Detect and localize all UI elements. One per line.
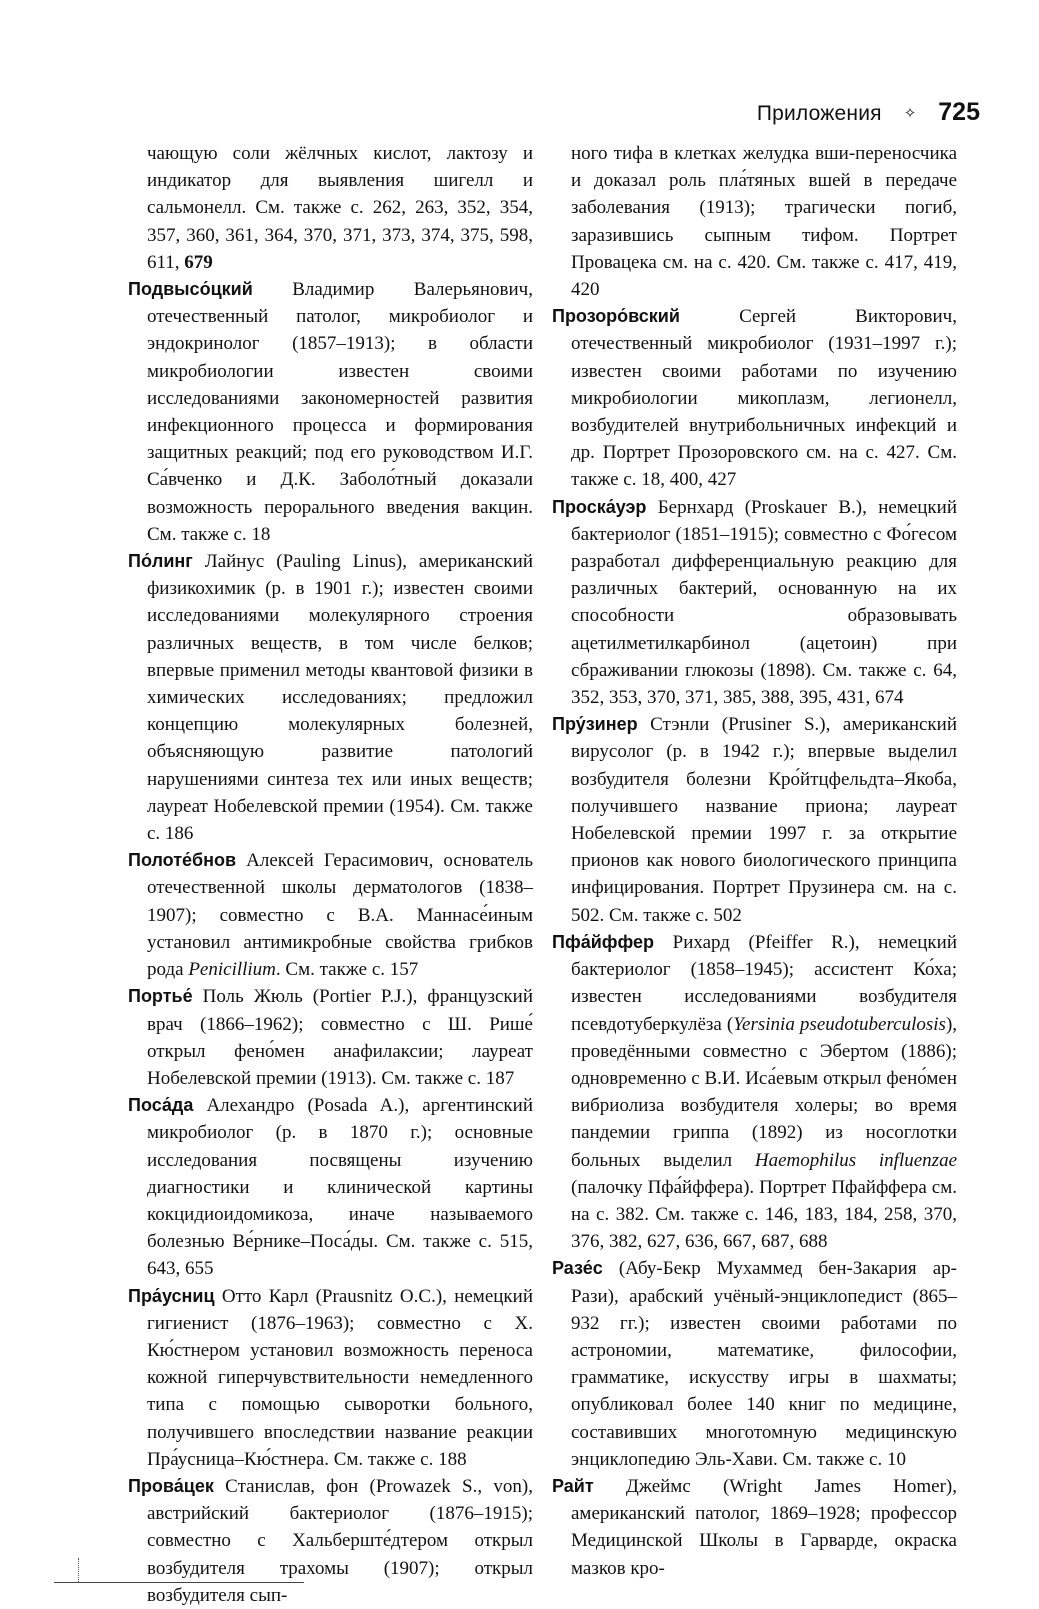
page-number: 725 <box>938 98 980 126</box>
entry-headword: Портье́ <box>128 986 193 1007</box>
entry-prozorovsky <box>552 303 957 493</box>
entry-headword: По́линг <box>128 551 193 572</box>
entry-headword: Проска́уэр <box>552 496 647 517</box>
entry-prusiner <box>552 711 957 929</box>
footer-rule <box>54 1582 304 1583</box>
ornament-icon: ✧ <box>903 106 917 122</box>
entry-text-mid: ), проведёнными совместно с Эбертом (1886); одновременно с В.И. Иса́евым открыл фено́мен вибриолиза возбудителя холеры; во время пандемии гриппа (1892) из носоглотки больных выделил <box>571 1013 958 1171</box>
entry-pfeiffer <box>552 929 957 1255</box>
entry-text: Джеймс (Wright James Homer), американский патолог, 1869–1928; профессор Медицинской Школы в Гарварде, окраска мазков кро- <box>571 1475 957 1579</box>
entry-text: ного тифа в клетках желудка вши-переносчика и доказал роль пла́тяных вшей в передаче заболевания (1913); трагически погиб, заразившись сыпным тифом. Портрет Провацека см. на с. 420. См. также с. 417, 419, 420 <box>571 143 957 301</box>
entry-headword: Райт <box>552 1475 594 1496</box>
entry-headword: Полоте́бнов <box>128 850 237 871</box>
species-name: Yersinia pseudotuberculosis <box>733 1013 946 1035</box>
entry-continuation <box>552 140 957 303</box>
species-name: Haemophilus influenzae <box>754 1149 957 1171</box>
entry-text: Владимир Валерьянович, отечественный патолог, микробиолог и эндокринолог (1857–1913); в области микробиологии известен своими исследованиями закономерностей развития инфекционного процесса и формирования защитных реакций; под его руководством И.Г. Са́вченко и Д.К. Заболо́тный доказали возможность перорального введения вакцин. См. также с. 18 <box>147 279 533 545</box>
entry-headword: Пра́усниц <box>128 1285 215 1306</box>
running-header <box>560 98 980 127</box>
entry-prowazek <box>128 1473 533 1609</box>
entry-text: Рихард (Pfeiffer R.), немецкий бактериолог (1858–1945); ассистент Ко́ха; известен исследованиями возбудителя псевдотуберкулёза ( <box>571 931 957 1035</box>
bold-page-ref: 679 <box>184 251 213 273</box>
species-name: Penicillium <box>188 959 276 981</box>
section-title: Приложения <box>756 102 882 125</box>
entry-headword: Разе́с <box>552 1258 603 1279</box>
entry-podvysotsky <box>128 276 533 548</box>
entry-text: Алексей Герасимович, основатель отечественной школы дерматологов (1838–1907); совместно с В.А. Маннасе́иным установил антимикробные свойства грибков рода <box>147 850 533 981</box>
entry-text: Лайнус (Pauling Linus), американский физикохимик (р. в 1901 г.); известен своими исследованиями молекулярного строения различных веществ, в том числе белков; впервые применил методы квантовой физики в химических исследованиях; предложил концепцию молекулярных болезней, объясняющую развитие патологий нарушениями синтеза тех или иных веществ; лауреат Нобелевской премии (1954). См. также с. 186 <box>147 551 533 845</box>
entry-text: (Абу-Бекр Мухаммед бен-Закария ар-Рази), арабский учёный-энциклопедист (865–932 гг.); известен своими работами по астрономии, математике, философии, грамматике, искусству игры в шахматы; опубликовал более 140 книг по медицине, составивших многотомную медицинскую энциклопедию Эль-Хави. См. также с. 10 <box>571 1258 957 1470</box>
entry-text: Поль Жюль (Portier P.J.), французский врач (1866–1962); совместно с Ш. Рише́ открыл фено́мен анафилаксии; лауреат Нобелевской премии (1913). См. также с. 187 <box>147 986 533 1089</box>
left-column <box>128 140 533 1609</box>
entry-text-end: (палочку Пфа́йффера). Портрет Пфайффера см. на с. 382. См. также с. 146, 183, 184, 258, 370, 376, 382, 627, 636, 667, 687, 688 <box>571 1176 957 1253</box>
entry-razes <box>552 1255 957 1473</box>
entry-text-end: . См. также с. 157 <box>275 959 419 981</box>
entry-headword: Пфа́йффер <box>552 931 655 952</box>
entry-text: Алехандро (Posada A.), аргентинский микробиолог (р. в 1870 г.); основные исследования посвящены изучению диагностики и клинической картины кокцидиоидомикоза, иначе называемого болезнью Ве́рнике–Поса́ды. См. также с. 515, 643, 655 <box>147 1095 533 1280</box>
entry-text: Стэнли (Prusiner S.), американский вирусолог (р. в 1942 г.); впервые выделил возбудителя болезни Кро́йтцфельдта–Якоба, получившего название приона; лауреат Нобелевской премии 1997 г. за открытие прионов как нового биологического принципа инфицирования. Портрет Прузинера см. на с. 502. См. также с. 502 <box>571 714 957 926</box>
entry-proskauer <box>552 494 957 712</box>
entry-pauling <box>128 548 533 847</box>
entry-text: чающую соли жёлчных кислот, лактозу и индикатор для выявления шигелл и сальмонелл. См. также с. 262, 263, 352, 354, 357, 360, 361, 364, 370, 371, 373, 374, 375, 598, 611, <box>147 143 533 273</box>
entry-headword: Подвысо́цкий <box>128 279 253 300</box>
entry-portier <box>128 983 533 1092</box>
entry-wright <box>552 1473 957 1582</box>
entry-text: Бернхард (Proskauer B.), немецкий бактериолог (1851–1915); совместно с Фо́гесом разработал дифференциальную реакцию для различных бактерий, основанную на их способности образовывать ацетилметилкарбинол (ацетоин) при сбраживании глюкозы (1898). См. также с. 64, 352, 353, 370, 371, 385, 388, 395, 431, 674 <box>571 496 957 709</box>
entry-headword: Прова́цек <box>128 1475 214 1496</box>
entry-headword: Пру́зинер <box>552 714 638 735</box>
entry-text: Станислав, фон (Prowazek S., von), австрийский бактериолог (1876–1915); совместно с Хальберште́дтером открыл возбудителя трахомы (1907); открыл возбудителя сып- <box>147 1475 533 1606</box>
entry-prausnitz <box>128 1283 533 1473</box>
entry-polotebnov <box>128 847 533 983</box>
entry-headword: Поса́да <box>128 1095 194 1116</box>
entry-text: Сергей Викторович, отечественный микробиолог (1931–1997 г.); известен своими работами по изучению микробиологии микоплазм, легионелл, возбудителей внутрибольничных инфекций и др. Портрет Прозоровского см. на с. 427. См. также с. 18, 400, 427 <box>571 306 957 491</box>
entry-text: Отто Карл (Prausnitz O.C.), немецкий гигиенист (1876–1963); совместно с Х. Кю́стнером установил возможность переноса кожной гиперчувствительности немедленного типа с помощью сыворотки больного, получившего впоследствии название реакции Пра́усница–Кю́стнера. См. также с. 188 <box>147 1285 533 1470</box>
entry-posada <box>128 1092 533 1282</box>
scan-margin-mark <box>78 1558 81 1582</box>
entry-headword: Прозоро́вский <box>552 306 680 327</box>
entry-continuation <box>128 140 533 276</box>
right-column <box>552 140 957 1582</box>
